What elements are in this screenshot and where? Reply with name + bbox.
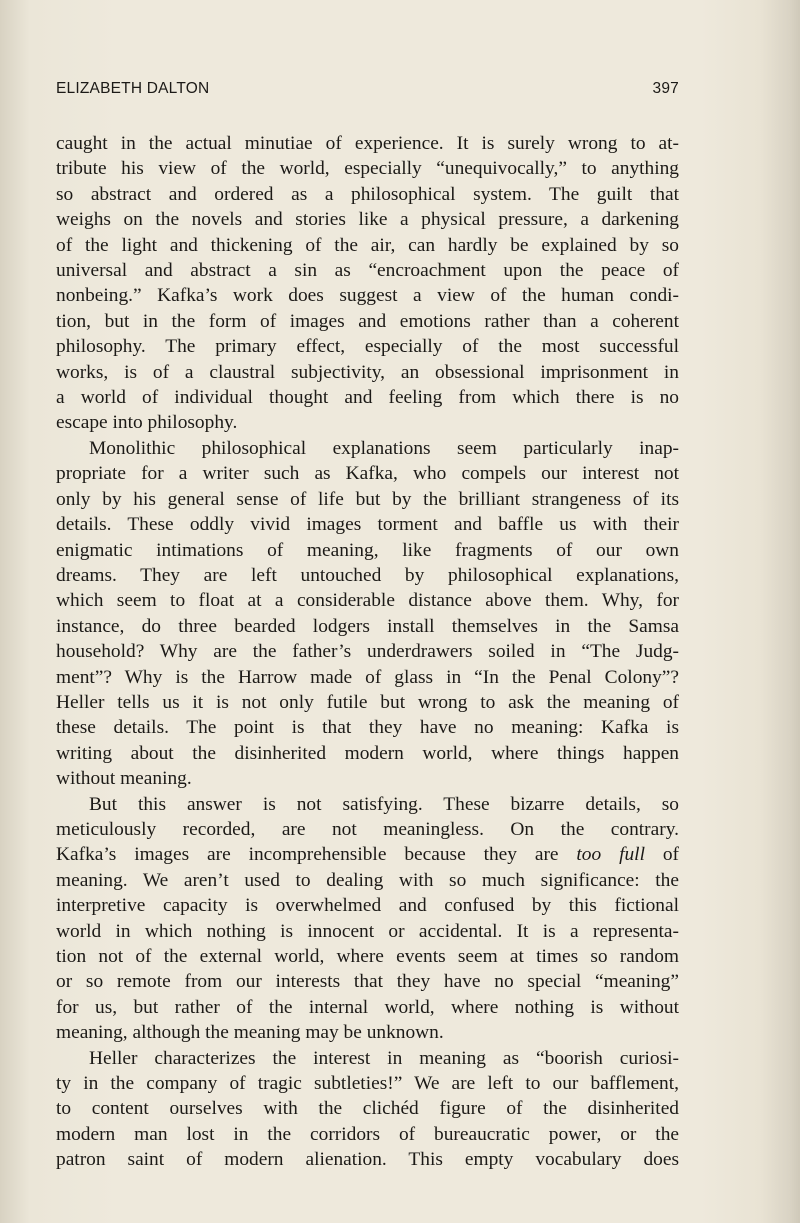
text-line: works, is of a claustral subjectivity, an obsessional imprisonment in xyxy=(56,361,679,383)
body-text xyxy=(56,131,679,1173)
text-line: which seem to float at a considerable distance above them. Why, for xyxy=(56,590,679,612)
paragraph xyxy=(56,792,679,1046)
text-line: household? Why are the father’s underdrawers soiled in “The Judg- xyxy=(56,641,679,663)
text-line: Kafka’s images are incomprehensible because they are too full of xyxy=(56,844,679,866)
page-number: 397 xyxy=(652,80,679,97)
text-line: without meaning. xyxy=(56,768,192,790)
text-line: universal and abstract a sin as “encroachment upon the peace of xyxy=(56,260,679,282)
text-line: meaning, although the meaning may be unknown. xyxy=(56,1022,444,1044)
text-line: these details. The point is that they have no meaning: Kafka is xyxy=(56,717,679,739)
text-line: propriate for a writer such as Kafka, who compels our interest not xyxy=(56,463,679,485)
text-line: meticulously recorded, are not meaningless. On the contrary. xyxy=(56,818,679,840)
paragraph xyxy=(56,131,679,436)
text-line: or so remote from our interests that they have no special “meaning” xyxy=(56,971,679,993)
text-line: details. These oddly vivid images torment and baffle us with their xyxy=(56,514,679,536)
text-line: meaning. We aren’t used to dealing with so much significance: the xyxy=(56,869,679,891)
text-line: But this answer is not satisfying. These bizarre details, so xyxy=(89,793,679,815)
text-line: dreams. They are left untouched by philosophical explanations, xyxy=(56,564,679,586)
text-line: enigmatic intimations of meaning, like fragments of our own xyxy=(56,539,679,561)
text-line: tion not of the external world, where events seem at times so random xyxy=(56,946,679,967)
text-line: only by his general sense of life but by the brilliant strangeness of its xyxy=(56,488,679,510)
page-header xyxy=(56,80,679,104)
text-line: a world of individual thought and feeling from which there is no xyxy=(56,387,679,409)
running-head: ELIZABETH DALTON xyxy=(56,80,210,97)
text-line: modern man lost in the corridors of bureaucratic power, or the xyxy=(56,1123,679,1145)
text-line: Monolithic philosophical explanations seem particularly inap- xyxy=(89,437,679,459)
emphasis: too full xyxy=(576,844,645,866)
paragraph xyxy=(56,1046,679,1173)
text-line: interpretive capacity is overwhelmed and confused by this fictional xyxy=(56,895,679,917)
text-line: nonbeing.” Kafka’s work does suggest a view of the human condi- xyxy=(56,285,679,307)
text-line: instance, do three bearded lodgers install themselves in the Samsa xyxy=(56,615,679,637)
text-line: to content ourselves with the clichéd figure of the disinherited xyxy=(56,1098,679,1120)
text-line: ment”? Why is the Harrow made of glass in “In the Penal Colony”? xyxy=(56,666,679,688)
text-line: tion, but in the form of images and emotions rather than a coherent xyxy=(56,310,679,332)
text-line: world in which nothing is innocent or accidental. It is a representa- xyxy=(56,920,679,942)
text-line: of the light and thickening of the air, can hardly be explained by so xyxy=(56,234,679,256)
text-line: caught in the actual minutiae of experience. It is surely wrong to at- xyxy=(56,133,679,154)
text-line: writing about the disinherited modern world, where things happen xyxy=(56,742,679,764)
text-line: philosophy. The primary effect, especially of the most successful xyxy=(56,336,679,358)
text-line: ty in the company of tragic subtleties!” We are left to our bafflement, xyxy=(56,1073,679,1095)
paragraph xyxy=(56,436,679,792)
text-line: Heller tells us it is not only futile but wrong to ask the meaning of xyxy=(56,691,679,713)
text-line: patron saint of modern alienation. This empty vocabulary does xyxy=(56,1149,679,1171)
text-line: tribute his view of the world, especially “unequivocally,” to anything xyxy=(56,158,679,180)
text-line: so abstract and ordered as a philosophical system. The guilt that xyxy=(56,183,679,205)
text-line: Heller characterizes the interest in meaning as “boorish curiosi- xyxy=(89,1047,679,1069)
text-line: for us, but rather of the internal world, where nothing is without xyxy=(56,996,679,1018)
text-line: weighs on the novels and stories like a physical pressure, a darkening xyxy=(56,209,679,231)
text-line: escape into philosophy. xyxy=(56,412,238,434)
